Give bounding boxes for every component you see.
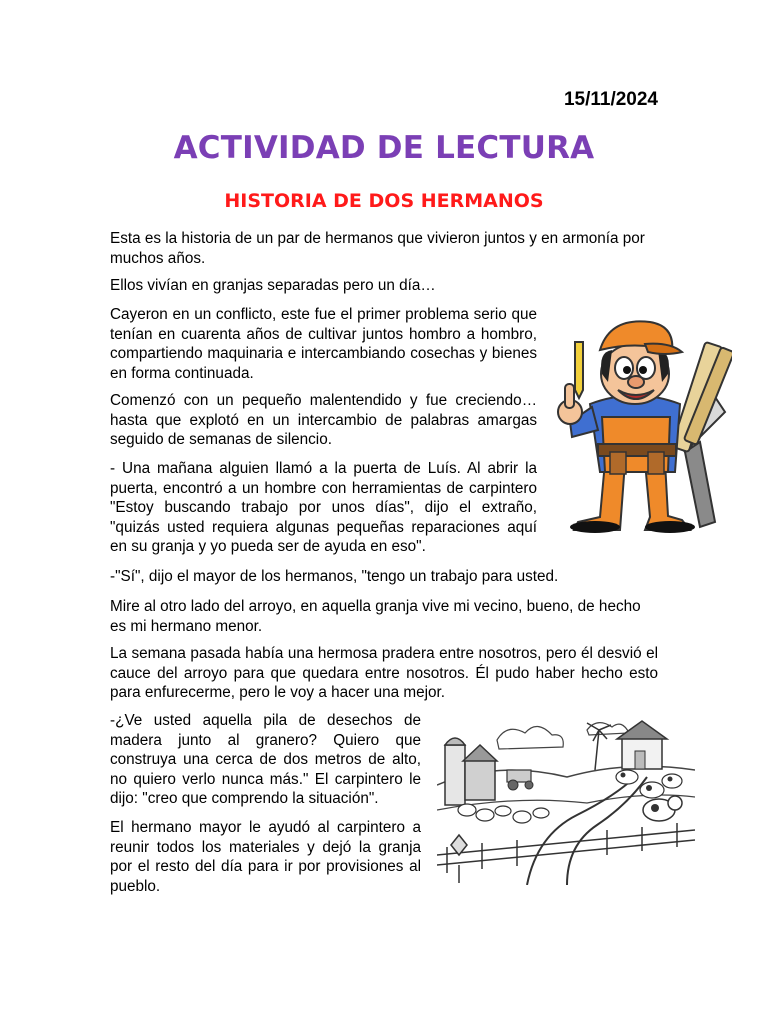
- paragraph-10: El hermano mayor le ayudó al carpintero a reunir todos los materiales y dejó la granja por el resto del día para ir por provisiones al pueblo.: [110, 819, 421, 895]
- paragraph-8: La semana pasada había una hermosa pradera entre nosotros, pero él desvió el cauce del arroyo para que quedara entre nosotros. Él pudo haber hecho esto para enfurecerme, pero le voy a hacer una mejor.: [110, 645, 658, 701]
- document-title: ACTIVIDAD DE LECTURA: [173, 130, 595, 166]
- farm-illustration: [437, 715, 695, 885]
- paragraph-5: - Una mañana alguien llamó a la puerta de Luís. Al abrir la puerta, encontró a un hombre con herramientas de carpintero "Estoy buscando trabajo por unos días", dijo el extraño, "quizás usted requiera algunas pequeñas reparaciones aquí en su granja y yo pueda ser de ayuda en eso".: [110, 460, 537, 555]
- carpenter-illustration: [550, 312, 732, 534]
- paragraph-6: -"Sí", dijo el mayor de los hermanos, "tengo un trabajo para usted.: [110, 568, 559, 585]
- document-date: 15/11/2024: [563, 89, 658, 110]
- paragraph-2: Ellos vivían en granjas separadas pero un día…: [110, 277, 436, 294]
- paragraph-4: Comenzó con un pequeño malentendido y fue creciendo… hasta que explotó en un intercambio de palabras amargas seguido de semanas de silencio.: [110, 392, 537, 448]
- paragraph-3: Cayeron en un conflicto, este fue el primer problema serio que tenían en cuarenta años de cultivar juntos hombro a hombro, compartiendo maquinaria e intercambiando cosechas y bienes en forma continuada.: [110, 306, 537, 382]
- story-title: HISTORIA DE DOS HERMANOS: [224, 190, 544, 212]
- paragraph-1: Esta es la historia de un par de hermanos que vivieron juntos y en armonía por muchos años.: [110, 230, 645, 267]
- paragraph-9: -¿Ve usted aquella pila de desechos de madera junto al granero? Quiero que construya una cerca de dos metros de alto, no quiero verlo nunca más." El carpintero le dijo: "creo que comprendo la situación".: [110, 712, 421, 807]
- paragraph-7: Mire al otro lado del arroyo, en aquella granja vive mi vecino, bueno, de hecho es mi hermano menor.: [110, 598, 641, 635]
